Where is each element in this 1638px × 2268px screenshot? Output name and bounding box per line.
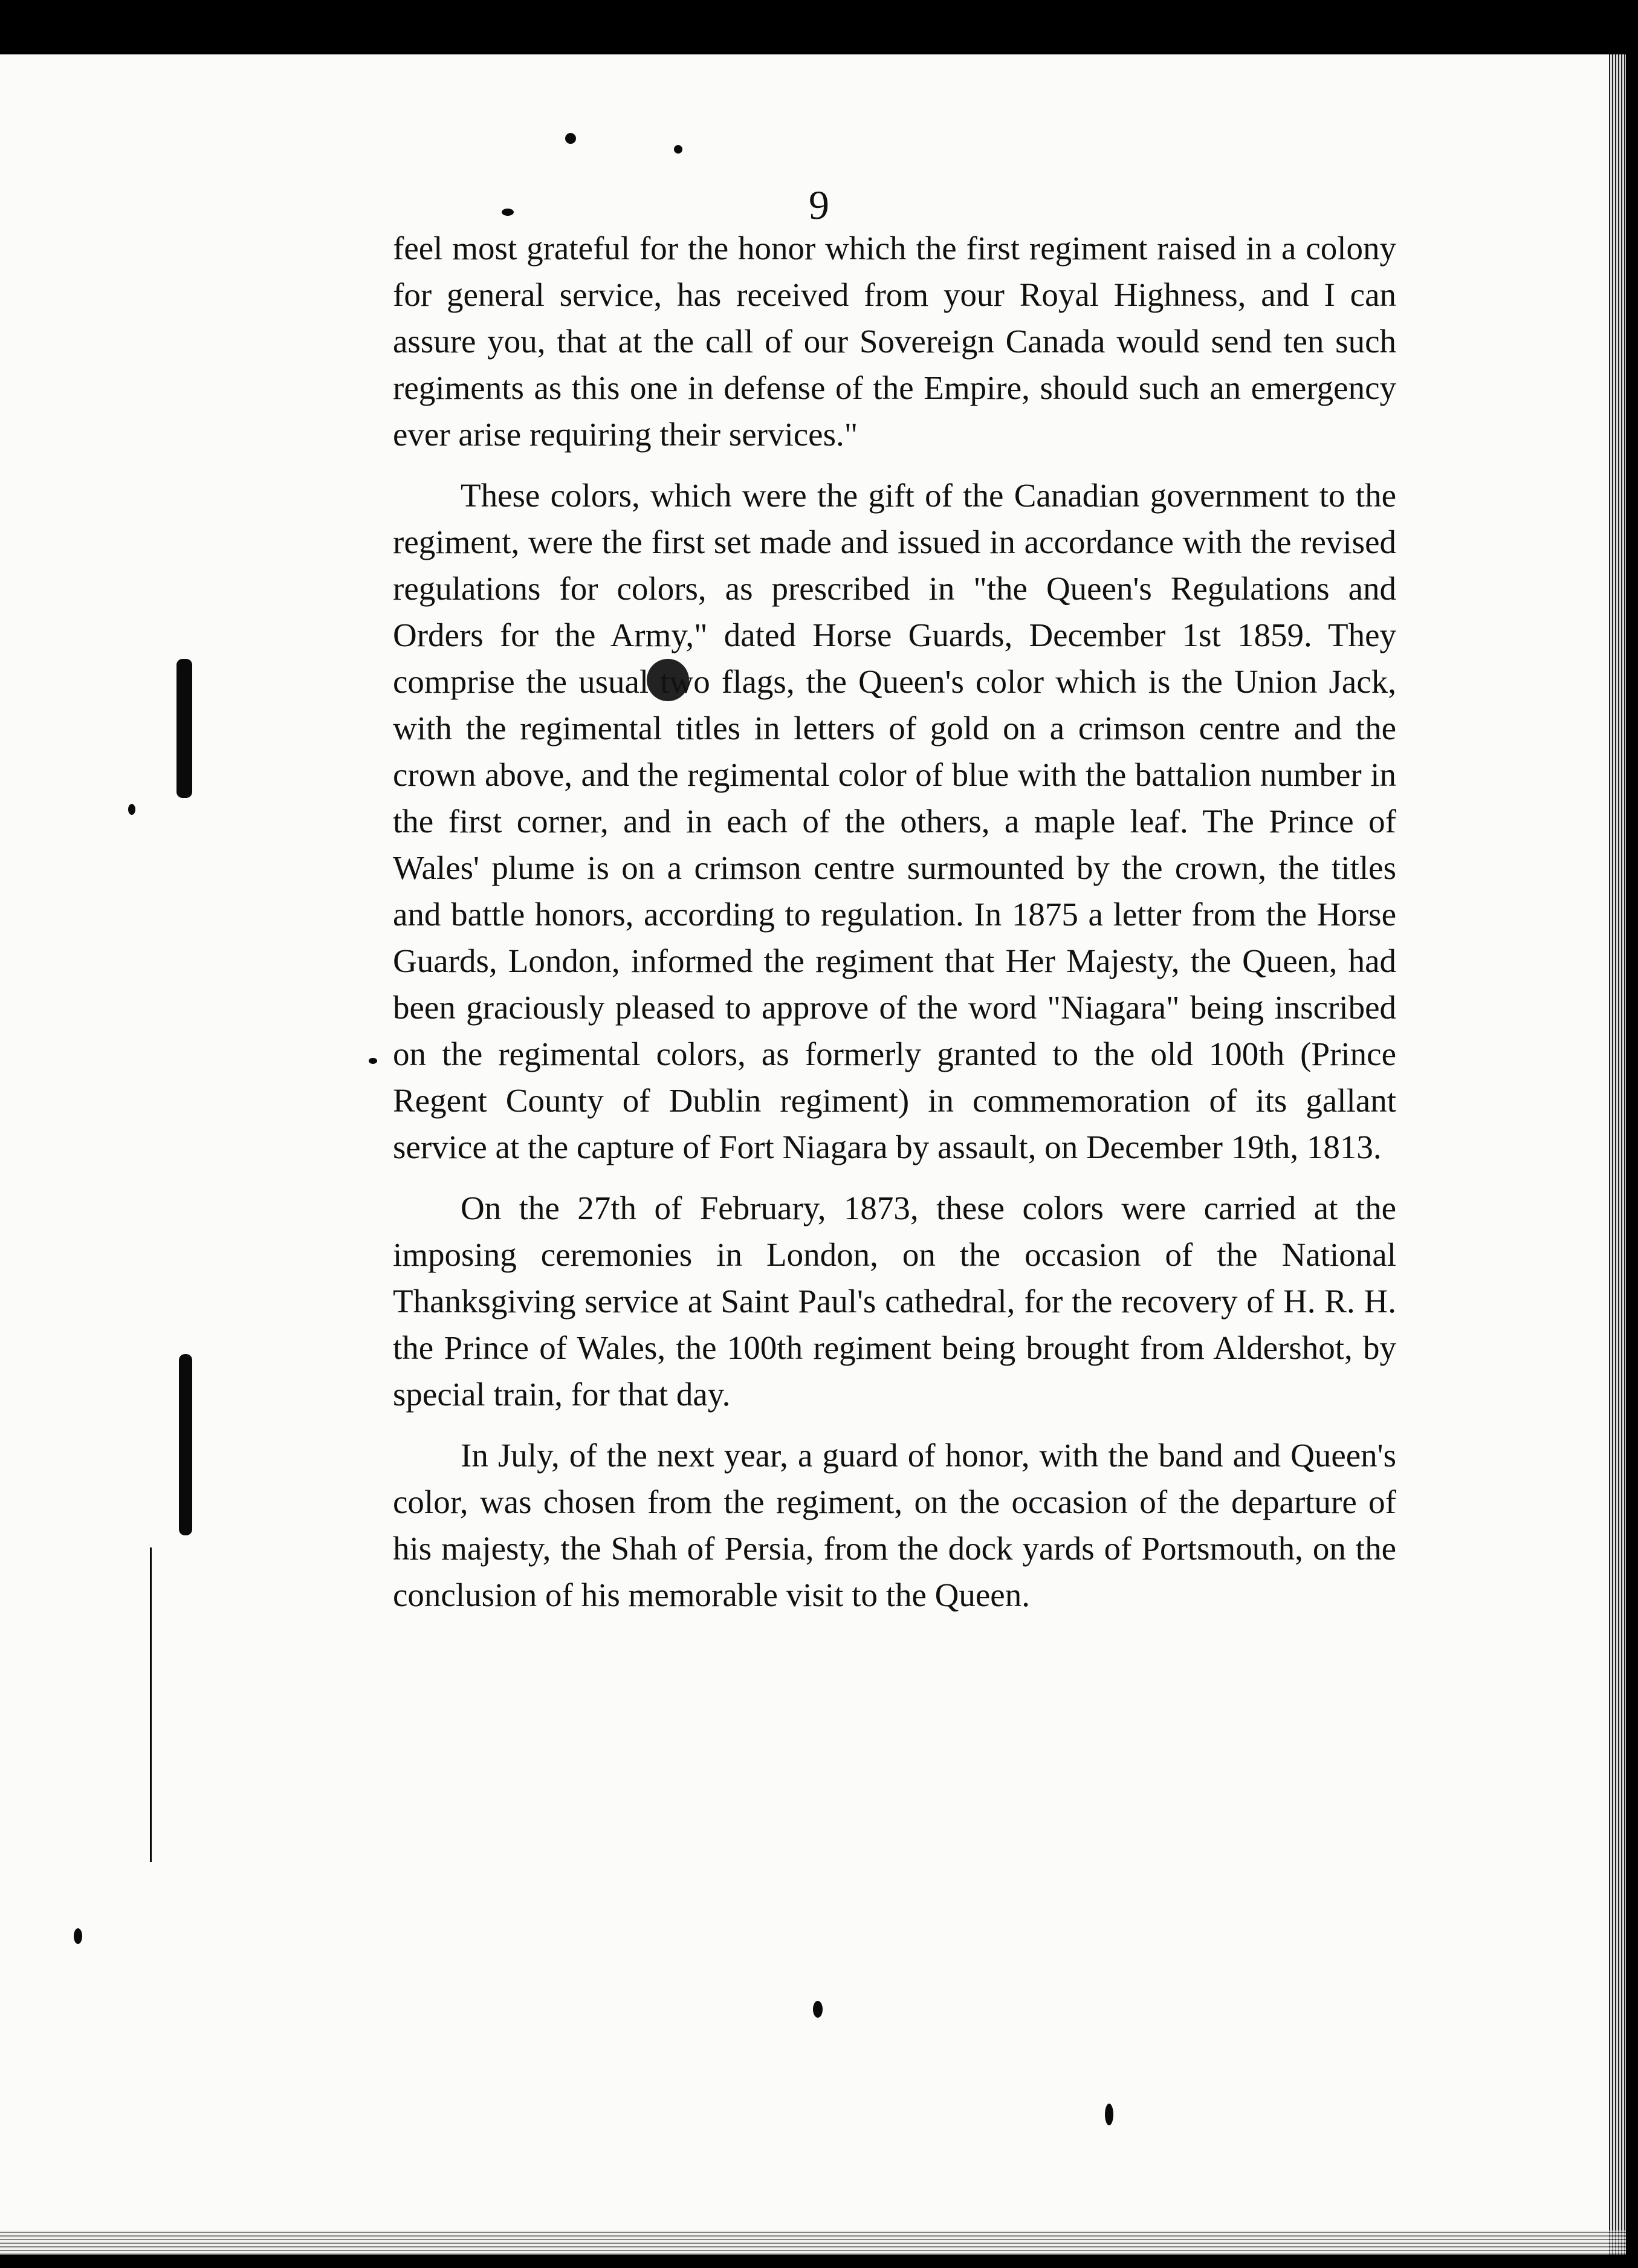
scan-speck (565, 133, 576, 144)
paragraph-2: These colors, which were the gift of the Canadian government to the regiment, were the first set made and issued in accordance with the revised regulations for colors, as prescribed in "the Queen's Regulations and Orders for the Army," dated Horse Guards, December 1st 1859. They comprise the usual two flags, the Queen's color which is the Union Jack, with the regimental titles in letters of gold on a crimson centre and the crown above, and the regimental color of blue with the battalion number in the first corner, and in each of the others, a maple leaf. The Prince of Wales' plume is on a crimson centre surmounted by the crown, the titles and battle honors, according to regulation. In 1875 a letter from the Horse Guards, London, informed the regiment that Her Majesty, the Queen, had been graciously pleased to approve of the word "Niagara" being inscribed on the regimental colors, as formerly granted to the old 100th (Prince Regent County of Dublin regiment) in commemoration of its gallant service at the capture of Fort Niagara by assault, on December 19th, 1813. (393, 477, 1396, 1165)
margin-mark (179, 1354, 192, 1535)
binding-edge (1609, 54, 1626, 2255)
margin-mark (150, 1547, 152, 1862)
paragraph-4: In July, of the next year, a guard of honor, with the band and Queen's color, was chosen from the regiment, on the occasion of the departure of his majesty, the Shah of Persia, from the dock yards of Portsmouth, on the conclusion of his memorable visit to the Queen. (393, 1437, 1396, 1613)
page-number: 9 (809, 182, 829, 228)
paragraph-3: On the 27th of February, 1873, these colors were carried at the imposing ceremonies in London, on the occasion of the National Thanksgiving service at Saint Paul's cathedral, for the recovery of H. R. H. the Prince of Wales, the 100th regiment being brought from Aldershot, by special train, for that day. (393, 1190, 1396, 1413)
body-text (393, 225, 1396, 1633)
scan-edge (0, 2231, 1626, 2255)
margin-mark (176, 659, 192, 798)
scan-speck (128, 804, 135, 815)
scan-speck (74, 1928, 82, 1944)
scan-speck (1105, 2104, 1113, 2125)
scan-speck (813, 2001, 823, 2018)
scan-speck (674, 145, 682, 154)
paragraph-1: feel most grateful for the honor which the first regiment raised in a colony for general service, has received from your Royal Highness, and I can assure you, that at the call of our Sovereign Canada would send ten such regiments as this one in defense of the Empire, should such an emergency ever arise requiring their services." (393, 230, 1396, 453)
scan-speck (369, 1058, 377, 1064)
